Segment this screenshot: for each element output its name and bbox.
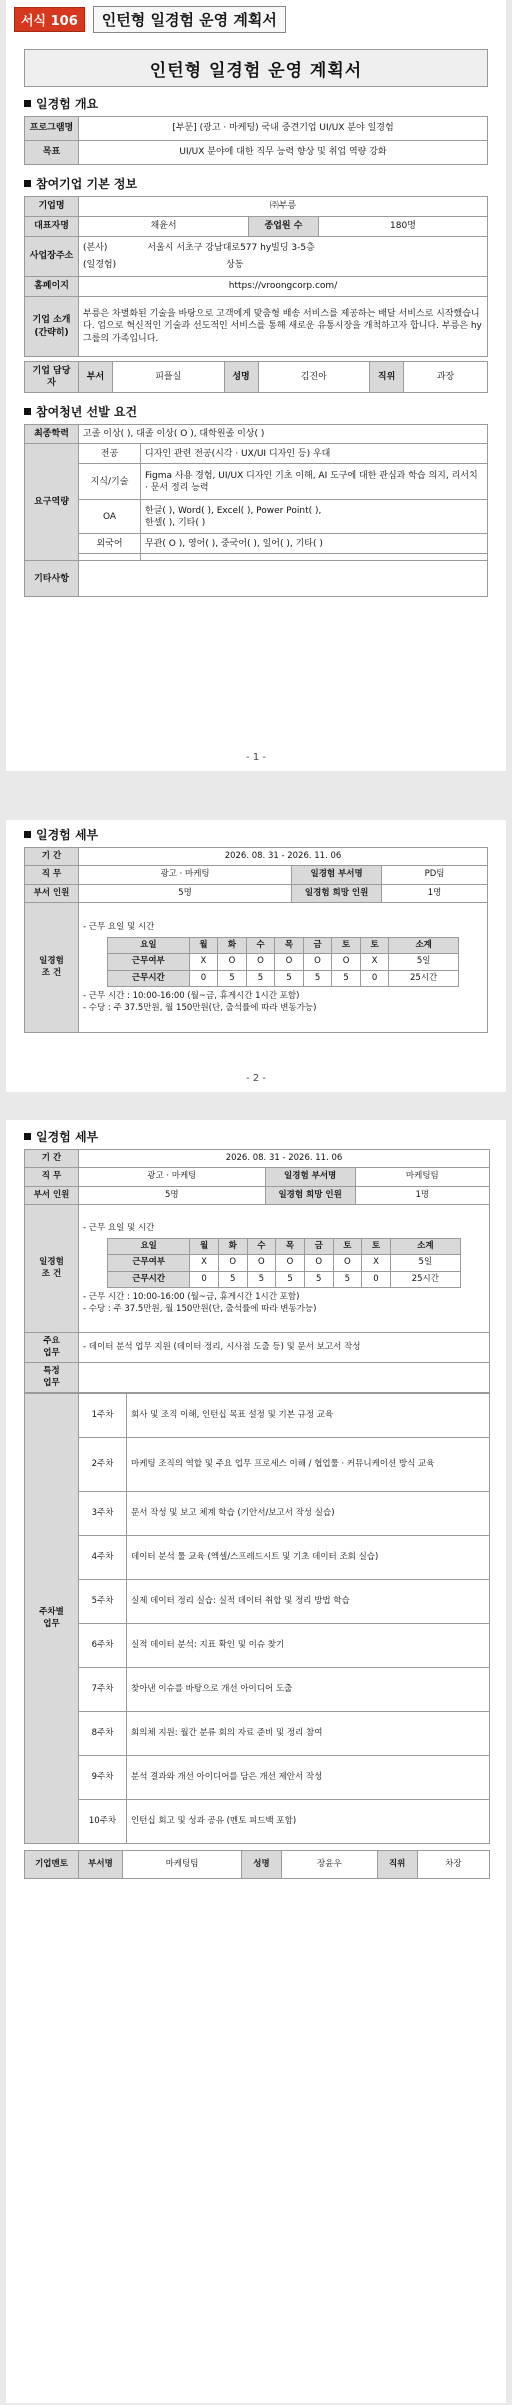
table-cell: 근무여부 xyxy=(108,1255,190,1271)
table-cell: 일경험 조 건 xyxy=(25,1205,79,1333)
table-cell: O xyxy=(304,1255,333,1271)
table-cell: 5 xyxy=(246,970,275,986)
table-cell: 일경험 희망 인원 xyxy=(292,884,382,902)
major-requirement: 디자인 관련 전공(시각 · UX/UI 디자인 등) 우대 xyxy=(141,444,488,464)
table-cell: 5 xyxy=(218,970,247,986)
page-3 xyxy=(6,1120,506,2403)
etc-requirement xyxy=(79,561,488,597)
table-cell: O xyxy=(303,954,332,970)
table-cell: 2026. 08. 31 - 2026. 11. 06 xyxy=(79,848,488,866)
table-cell: 일경험 부서명 xyxy=(265,1168,355,1186)
section-requirements xyxy=(24,403,488,420)
table-cell: 서울시 서초구 강남대로577 hy빌딩 3-5층 xyxy=(147,243,315,254)
table-cell: 토 xyxy=(362,1238,391,1254)
page-title: 인턴형 일경험 운영 계획서 xyxy=(24,49,488,87)
table-cell: 5 xyxy=(275,970,304,986)
form-number-tag: 서식 106 xyxy=(14,7,85,32)
table-cell: 소계 xyxy=(390,1238,460,1254)
table-cell: 근무시간 xyxy=(108,970,190,986)
table-cell: O xyxy=(333,1255,362,1271)
table-cell: X xyxy=(190,1255,219,1271)
week-task: 마케팅 조직의 역할 및 주요 업무 프로세스 이해 / 협업툴 · 커뮤니케이션 방식 교육 xyxy=(127,1438,490,1492)
table-cell: 3주차 xyxy=(79,1492,127,1536)
week-task: 문서 작성 및 보고 체계 학습 (기안서/보고서 작성 실습) xyxy=(127,1492,490,1536)
section-overview xyxy=(24,95,488,112)
table-cell: 최종학력 xyxy=(25,425,79,444)
table-cell: 목 xyxy=(276,1238,305,1254)
table-cell: 기 간 xyxy=(25,848,79,866)
table-cell: 일경험 조 건 xyxy=(25,903,79,1033)
table-cell: 한글( ), Word( ), Excel( ), Power Point( ), xyxy=(145,505,322,516)
table-cell: 수 xyxy=(246,937,275,953)
table-cell: 일경험 개요 xyxy=(36,97,99,111)
skill-requirement: Figma 사용 경험, UI/UX 디자인 기초 이해, AI 도구에 대한 관심과 학습 의지, 리서치 · 문서 정리 능력 xyxy=(141,464,488,500)
table-cell: 근무여부 xyxy=(108,954,190,970)
table-cell: 5 xyxy=(247,1271,276,1287)
table-cell: 5 xyxy=(333,1271,362,1287)
table-cell: 토 xyxy=(332,937,361,953)
form-header xyxy=(6,0,506,37)
table-cell: 5일 xyxy=(389,954,459,970)
page-number: - 1 - xyxy=(246,752,266,763)
table-cell: 대표자명 xyxy=(25,217,79,237)
table-cell: - 근무 시간 : 10:00-16:00 (월~금, 휴게시간 1시간 포함) xyxy=(83,991,300,1002)
table-cell: 홈페이지 xyxy=(25,277,79,297)
table-cell: 5 xyxy=(218,1271,247,1287)
table-cell: 10주차 xyxy=(79,1800,127,1844)
page-2 xyxy=(6,820,506,1092)
table-cell: 25시간 xyxy=(389,970,459,986)
schedule-table-2 xyxy=(24,1149,490,1393)
section-detail xyxy=(24,826,488,843)
table-cell: 1명 xyxy=(355,1186,489,1204)
week-task: 분석 결과와 개선 아이디어를 담은 개선 제안서 작성 xyxy=(127,1756,490,1800)
table-cell: 일경험 희망 인원 xyxy=(265,1186,355,1204)
table-cell: 5 xyxy=(304,1271,333,1287)
week-task: 회의체 지원: 월간 분류 회의 자료 준비 및 정리 참여 xyxy=(127,1712,490,1756)
table-cell: 금 xyxy=(304,1238,333,1254)
work-conditions xyxy=(79,903,488,1033)
table-cell: 전공 xyxy=(79,444,141,464)
company-address xyxy=(79,237,488,277)
week-task: 찾아낸 이슈를 바탕으로 개선 아이디어 도출 xyxy=(127,1668,490,1712)
schedule-table-1 xyxy=(24,847,488,1033)
table-cell: 0 xyxy=(190,1271,219,1287)
table-cell: 5명 xyxy=(79,884,292,902)
table-cell: 부서 xyxy=(79,362,113,393)
main-duties: - 데이터 분석 업무 지원 (데이터 정리, 시사점 도출 등) 및 문서 보고서 작성 xyxy=(79,1333,490,1363)
table-cell: 1명 xyxy=(382,884,488,902)
table-cell: - 수당 : 주 37.5만원, 월 150만원(단, 출석률에 따라 변동가능) xyxy=(83,1303,317,1314)
table-cell: 일경험 부서명 xyxy=(292,866,382,884)
table-cell: 0 xyxy=(362,1271,391,1287)
table-cell: O xyxy=(246,954,275,970)
table-cell: 직 무 xyxy=(25,866,79,884)
week-task: 실제 데이터 정리 실습: 실적 데이터 취합 및 정리 방법 학습 xyxy=(127,1580,490,1624)
table-cell: 2026. 08. 31 - 2026. 11. 06 xyxy=(79,1150,490,1168)
table-cell: 주차별 업무 xyxy=(25,1394,79,1844)
table-cell: 금 xyxy=(303,937,332,953)
ceo-name: 채윤서 xyxy=(79,217,249,237)
mentor-dept: 마케팅팀 xyxy=(123,1851,242,1879)
overview-table xyxy=(24,116,488,165)
table-cell: 성명 xyxy=(242,1851,282,1879)
table-cell: 5명 xyxy=(79,1186,266,1204)
table-cell: 광고 · 마케팅 xyxy=(79,1168,266,1186)
mentor-table xyxy=(24,1850,490,1879)
table-cell: 월 xyxy=(189,937,218,953)
table-cell: 기타사항 xyxy=(25,561,79,597)
table-cell: 5 xyxy=(276,1271,305,1287)
table-cell: PD팀 xyxy=(382,866,488,884)
table-cell: 외국어 xyxy=(79,534,141,554)
square-bullet-icon xyxy=(24,180,31,187)
form-title: 인턴형 일경험 운영 계획서 xyxy=(93,6,286,33)
table-cell: (본사) xyxy=(83,243,108,254)
table-cell: 직위 xyxy=(377,1851,417,1879)
language-requirement: 무관( O ), 영어( ), 중국어( ), 일어( ), 기타( ) xyxy=(141,534,488,554)
table-cell: 요일 xyxy=(108,937,190,953)
program-name: [부문] (광고 · 마케팅) 국내 중견기업 UI/UX 분야 일경험 xyxy=(79,117,488,141)
oa-requirement xyxy=(141,500,488,534)
week-task: 인턴십 회고 및 성과 공유 (멘토 피드백 포함) xyxy=(127,1800,490,1844)
table-cell: 5 xyxy=(332,970,361,986)
table-cell: 부서 인원 xyxy=(25,884,79,902)
table-cell: O xyxy=(276,1255,305,1271)
square-bullet-icon xyxy=(24,100,31,107)
education-requirement: 고졸 이상( ), 대졸 이상( O ), 대학원졸 이상( ) xyxy=(79,425,488,444)
table-cell: 주요 업무 xyxy=(25,1333,79,1363)
table-cell: 특정 업무 xyxy=(25,1363,79,1393)
table-cell: 5일 xyxy=(390,1255,460,1271)
table-cell: 마케팅팀 xyxy=(355,1168,489,1186)
table-cell: 직위 xyxy=(370,362,404,393)
table-cell: 직 무 xyxy=(25,1168,79,1186)
table-cell: 참여기업 기본 정보 xyxy=(36,177,138,191)
table-cell: 1주차 xyxy=(79,1394,127,1438)
table-cell: 사업장주소 xyxy=(25,237,79,277)
table-cell: 근무시간 xyxy=(108,1271,190,1287)
table-cell: 9주차 xyxy=(79,1756,127,1800)
table-cell: 상동 xyxy=(226,259,244,270)
week-task: 실적 데이터 분석: 지표 확인 및 이슈 찾기 xyxy=(127,1624,490,1668)
table-cell: 5 xyxy=(303,970,332,986)
table-cell: 6주차 xyxy=(79,1624,127,1668)
program-goal: UI/UX 분야에 대한 직무 능력 향상 및 취업 역량 강화 xyxy=(79,141,488,165)
table-cell: 부서명 xyxy=(79,1851,123,1879)
table-cell: 성명 xyxy=(224,362,258,393)
week-task: 데이터 분석 툴 교육 (엑셀/스프레드시트 및 기초 데이터 조회 실습) xyxy=(127,1536,490,1580)
square-bullet-icon xyxy=(24,1133,31,1140)
company-table xyxy=(24,196,488,357)
table-cell: 화 xyxy=(218,1238,247,1254)
table-cell: 부서 인원 xyxy=(25,1186,79,1204)
table-cell: 종업원 수 xyxy=(248,217,318,237)
table-cell: 토 xyxy=(333,1238,362,1254)
table-cell: O xyxy=(218,1255,247,1271)
weekly-tasks-table xyxy=(24,1393,490,1844)
table-cell: OA xyxy=(79,500,141,534)
table-cell: 기업명 xyxy=(25,197,79,217)
table-cell: 기업멘토 xyxy=(25,1851,79,1879)
table-cell: 8주차 xyxy=(79,1712,127,1756)
employee-count: 180명 xyxy=(318,217,487,237)
table-cell: 참여청년 선발 요건 xyxy=(36,405,138,420)
table-cell: 한셀( ), 기타( ) xyxy=(145,517,206,528)
company-name: ㈜부릉 xyxy=(79,197,488,217)
table-cell: O xyxy=(247,1255,276,1271)
table-cell: (일경험) xyxy=(83,259,117,270)
table-cell: O xyxy=(218,954,247,970)
section-detail-2 xyxy=(24,1128,490,1145)
page-number: - 2 - xyxy=(246,1073,266,1084)
table-cell: 5주차 xyxy=(79,1580,127,1624)
table-cell: - 근무 요일 및 시간 xyxy=(83,1222,155,1233)
manager-rank: 과장 xyxy=(404,362,488,393)
homepage-link[interactable]: https://vroongcorp.com/ xyxy=(79,277,488,297)
company-manager-table xyxy=(24,361,488,393)
table-cell: 목표 xyxy=(25,141,79,165)
table-cell: 0 xyxy=(189,970,218,986)
table-cell: 월 xyxy=(190,1238,219,1254)
table-cell: 일경험 세부 xyxy=(36,1130,99,1144)
table-cell: 기업 소개 (간략히) xyxy=(25,297,79,357)
table-cell: X xyxy=(189,954,218,970)
section-company xyxy=(24,175,488,192)
table-cell: 25시간 xyxy=(390,1271,460,1287)
table-cell: 화 xyxy=(218,937,247,953)
table-cell: 지식/기술 xyxy=(79,464,141,500)
table-cell: 요일 xyxy=(108,1238,190,1254)
page-1 xyxy=(6,0,506,771)
table-cell: O xyxy=(332,954,361,970)
table-cell: 기 간 xyxy=(25,1150,79,1168)
square-bullet-icon xyxy=(24,408,31,415)
table-cell: 요구역량 xyxy=(25,444,79,561)
table-cell: 일경험 세부 xyxy=(36,828,99,842)
table-cell: 수 xyxy=(247,1238,276,1254)
manager-name: 김진아 xyxy=(258,362,370,393)
table-cell: - 수당 : 주 37.5만원, 월 150만원(단, 출석률에 따라 변동가능) xyxy=(83,1002,317,1013)
table-cell: 프로그램명 xyxy=(25,117,79,141)
table-cell: O xyxy=(275,954,304,970)
table-cell: X xyxy=(362,1255,391,1271)
mentor-rank: 차장 xyxy=(417,1851,489,1879)
table-cell: 광고 · 마케팅 xyxy=(79,866,292,884)
manager-dept: 피플실 xyxy=(113,362,225,393)
workday-table-2 xyxy=(107,1238,461,1288)
square-bullet-icon xyxy=(24,831,31,838)
requirements-table xyxy=(24,424,488,597)
table-cell: 목 xyxy=(275,937,304,953)
table-cell: 7주차 xyxy=(79,1668,127,1712)
company-intro: 부릉은 차별화된 기술을 바탕으로 고객에게 맞춤형 배송 서비스를 제공하는 배달 서비스로 시작했습니다. 업으로 혁신적인 기술과 선도적인 서비스를 통해 새로운 유통시장을 개척하고자 합니다. 부릉은 hy그룹의 가족입니다. xyxy=(79,297,488,357)
table-cell: 4주차 xyxy=(79,1536,127,1580)
week-task: 회사 및 조직 이해, 인턴십 목표 설정 및 기본 규정 교육 xyxy=(127,1394,490,1438)
table-cell: 기업 담당자 xyxy=(25,362,79,393)
table-cell: X xyxy=(360,954,389,970)
table-cell: 2주차 xyxy=(79,1438,127,1492)
table-cell: - 근무 시간 : 10:00-16:00 (월~금, 휴게시간 1시간 포함) xyxy=(83,1292,300,1303)
workday-table xyxy=(107,937,459,987)
mentor-name: 장윤우 xyxy=(282,1851,378,1879)
table-cell: - 근무 요일 및 시간 xyxy=(83,921,155,932)
table-cell: 토 xyxy=(360,937,389,953)
table-cell: 0 xyxy=(360,970,389,986)
table-cell: 소계 xyxy=(389,937,459,953)
